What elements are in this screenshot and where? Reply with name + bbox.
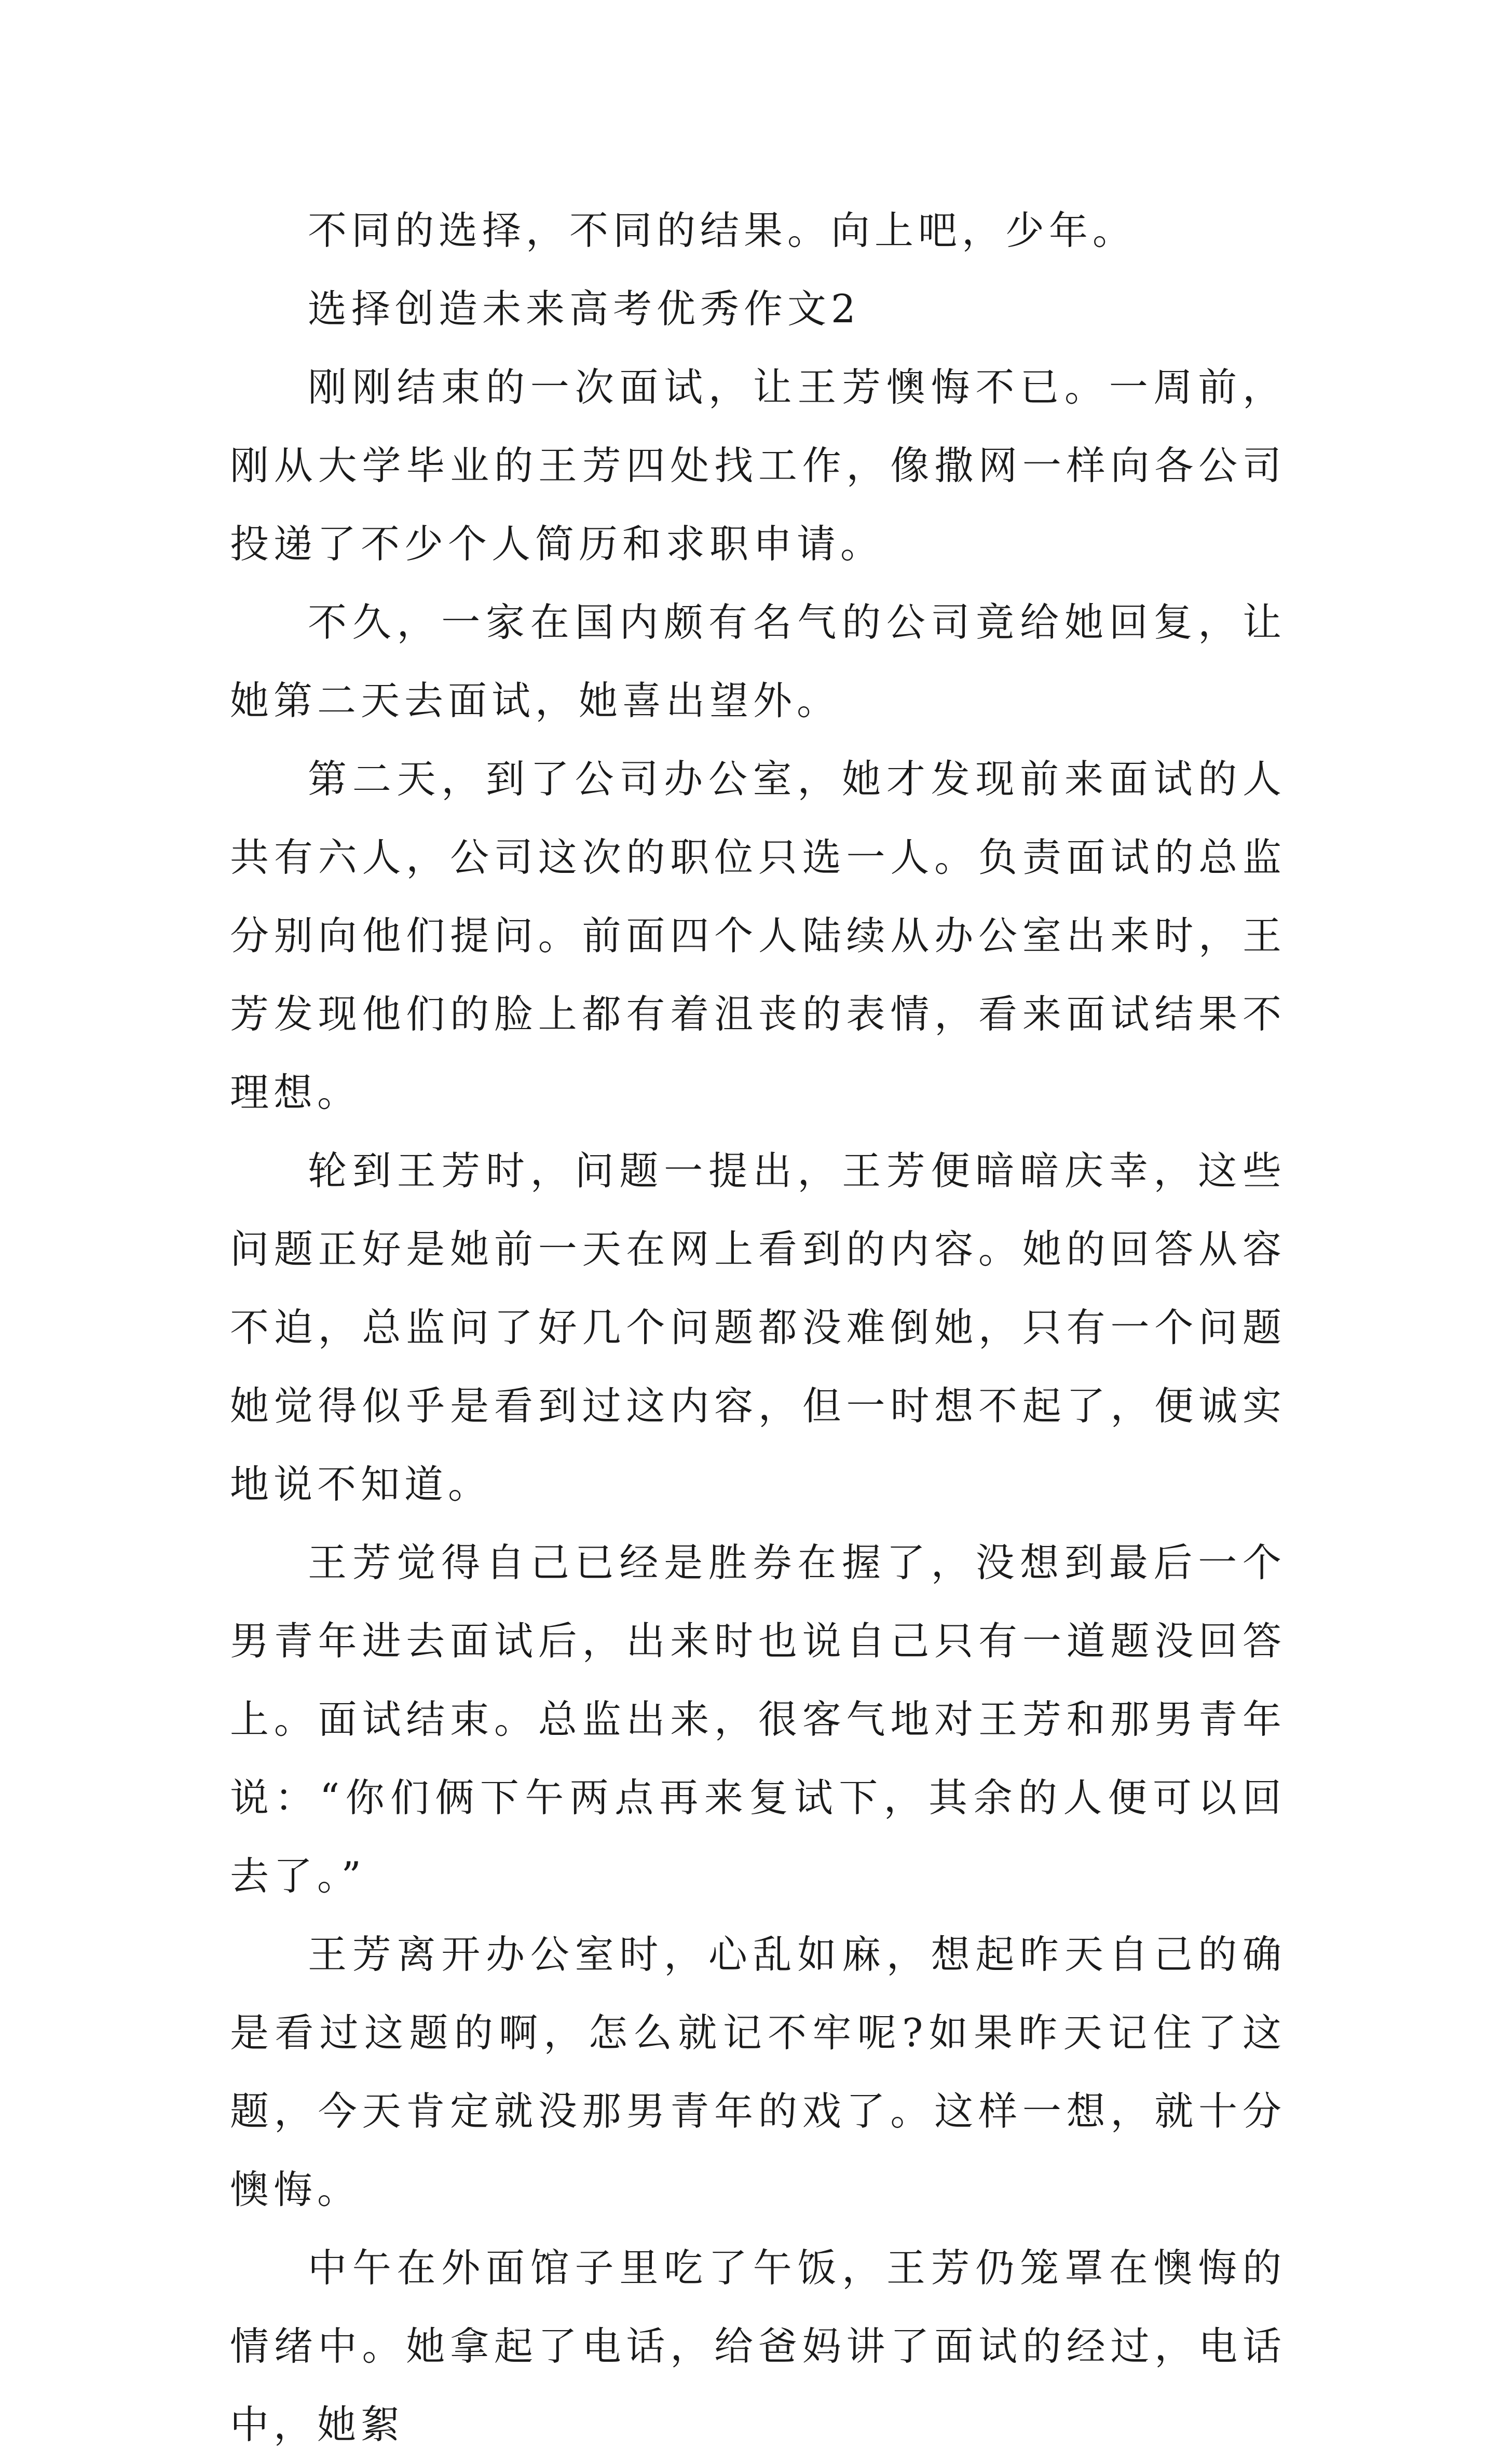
paragraph: 第二天，到了公司办公室，她才发现前来面试的人共有六人，公司这次的职位只选一人。负责面试的总监分别向他们提问。前面四个人陆续从办公室出来时，王芳发现他们的脸上都有着沮丧的表情，看来面试结果不理想。 bbox=[230, 756, 1286, 1115]
paragraph: 中午在外面馆子里吃了午饭，王芳仍笼罩在懊悔的情绪中。她拿起了电话，给爸妈讲了面试的经过，电话中，她絮 bbox=[230, 2245, 1286, 2447]
paragraph-closing-line: 不同的选择，不同的结果。向上吧，少年。 bbox=[308, 208, 1137, 253]
paragraph: 不久，一家在国内颇有名气的公司竟给她回复，让她第二天去面试，她喜出望外。 bbox=[230, 599, 1286, 723]
paragraph: 刚刚结束的一次面试，让王芳懊悔不已。一周前，刚从大学毕业的王芳四处找工作，像撒网一样向各公司投递了不少个人简历和求职申请。 bbox=[230, 364, 1286, 567]
paragraph: 王芳离开办公室时，心乱如麻，想起昨天自己的确是看过这题的啊，怎么就记不牢呢?如果昨天记住了这题，今天肯定就没那男青年的戏了。这样一想，就十分懊悔。 bbox=[230, 1932, 1286, 2212]
paragraph: 王芳觉得自己已经是胜券在握了，没想到最后一个男青年进去面试后，出来时也说自己只有一道题没回答上。面试结束。总监出来，很客气地对王芳和那男青年说：“你们俩下午两点再来复试下，其余的人便可以回去了。” bbox=[230, 1540, 1286, 1899]
paragraph: 轮到王芳时，问题一提出，王芳便暗暗庆幸，这些问题正好是她前一天在网上看到的内容。她的回答从容不迫，总监问了好几个问题都没难倒她，只有一个问题她觉得似乎是看到过这内容，但一时想不起了，便诚实地说不知道。 bbox=[230, 1148, 1286, 1507]
essay-title: 选择创造未来高考优秀作文2 bbox=[308, 286, 861, 332]
essay-body bbox=[230, 191, 1286, 2464]
